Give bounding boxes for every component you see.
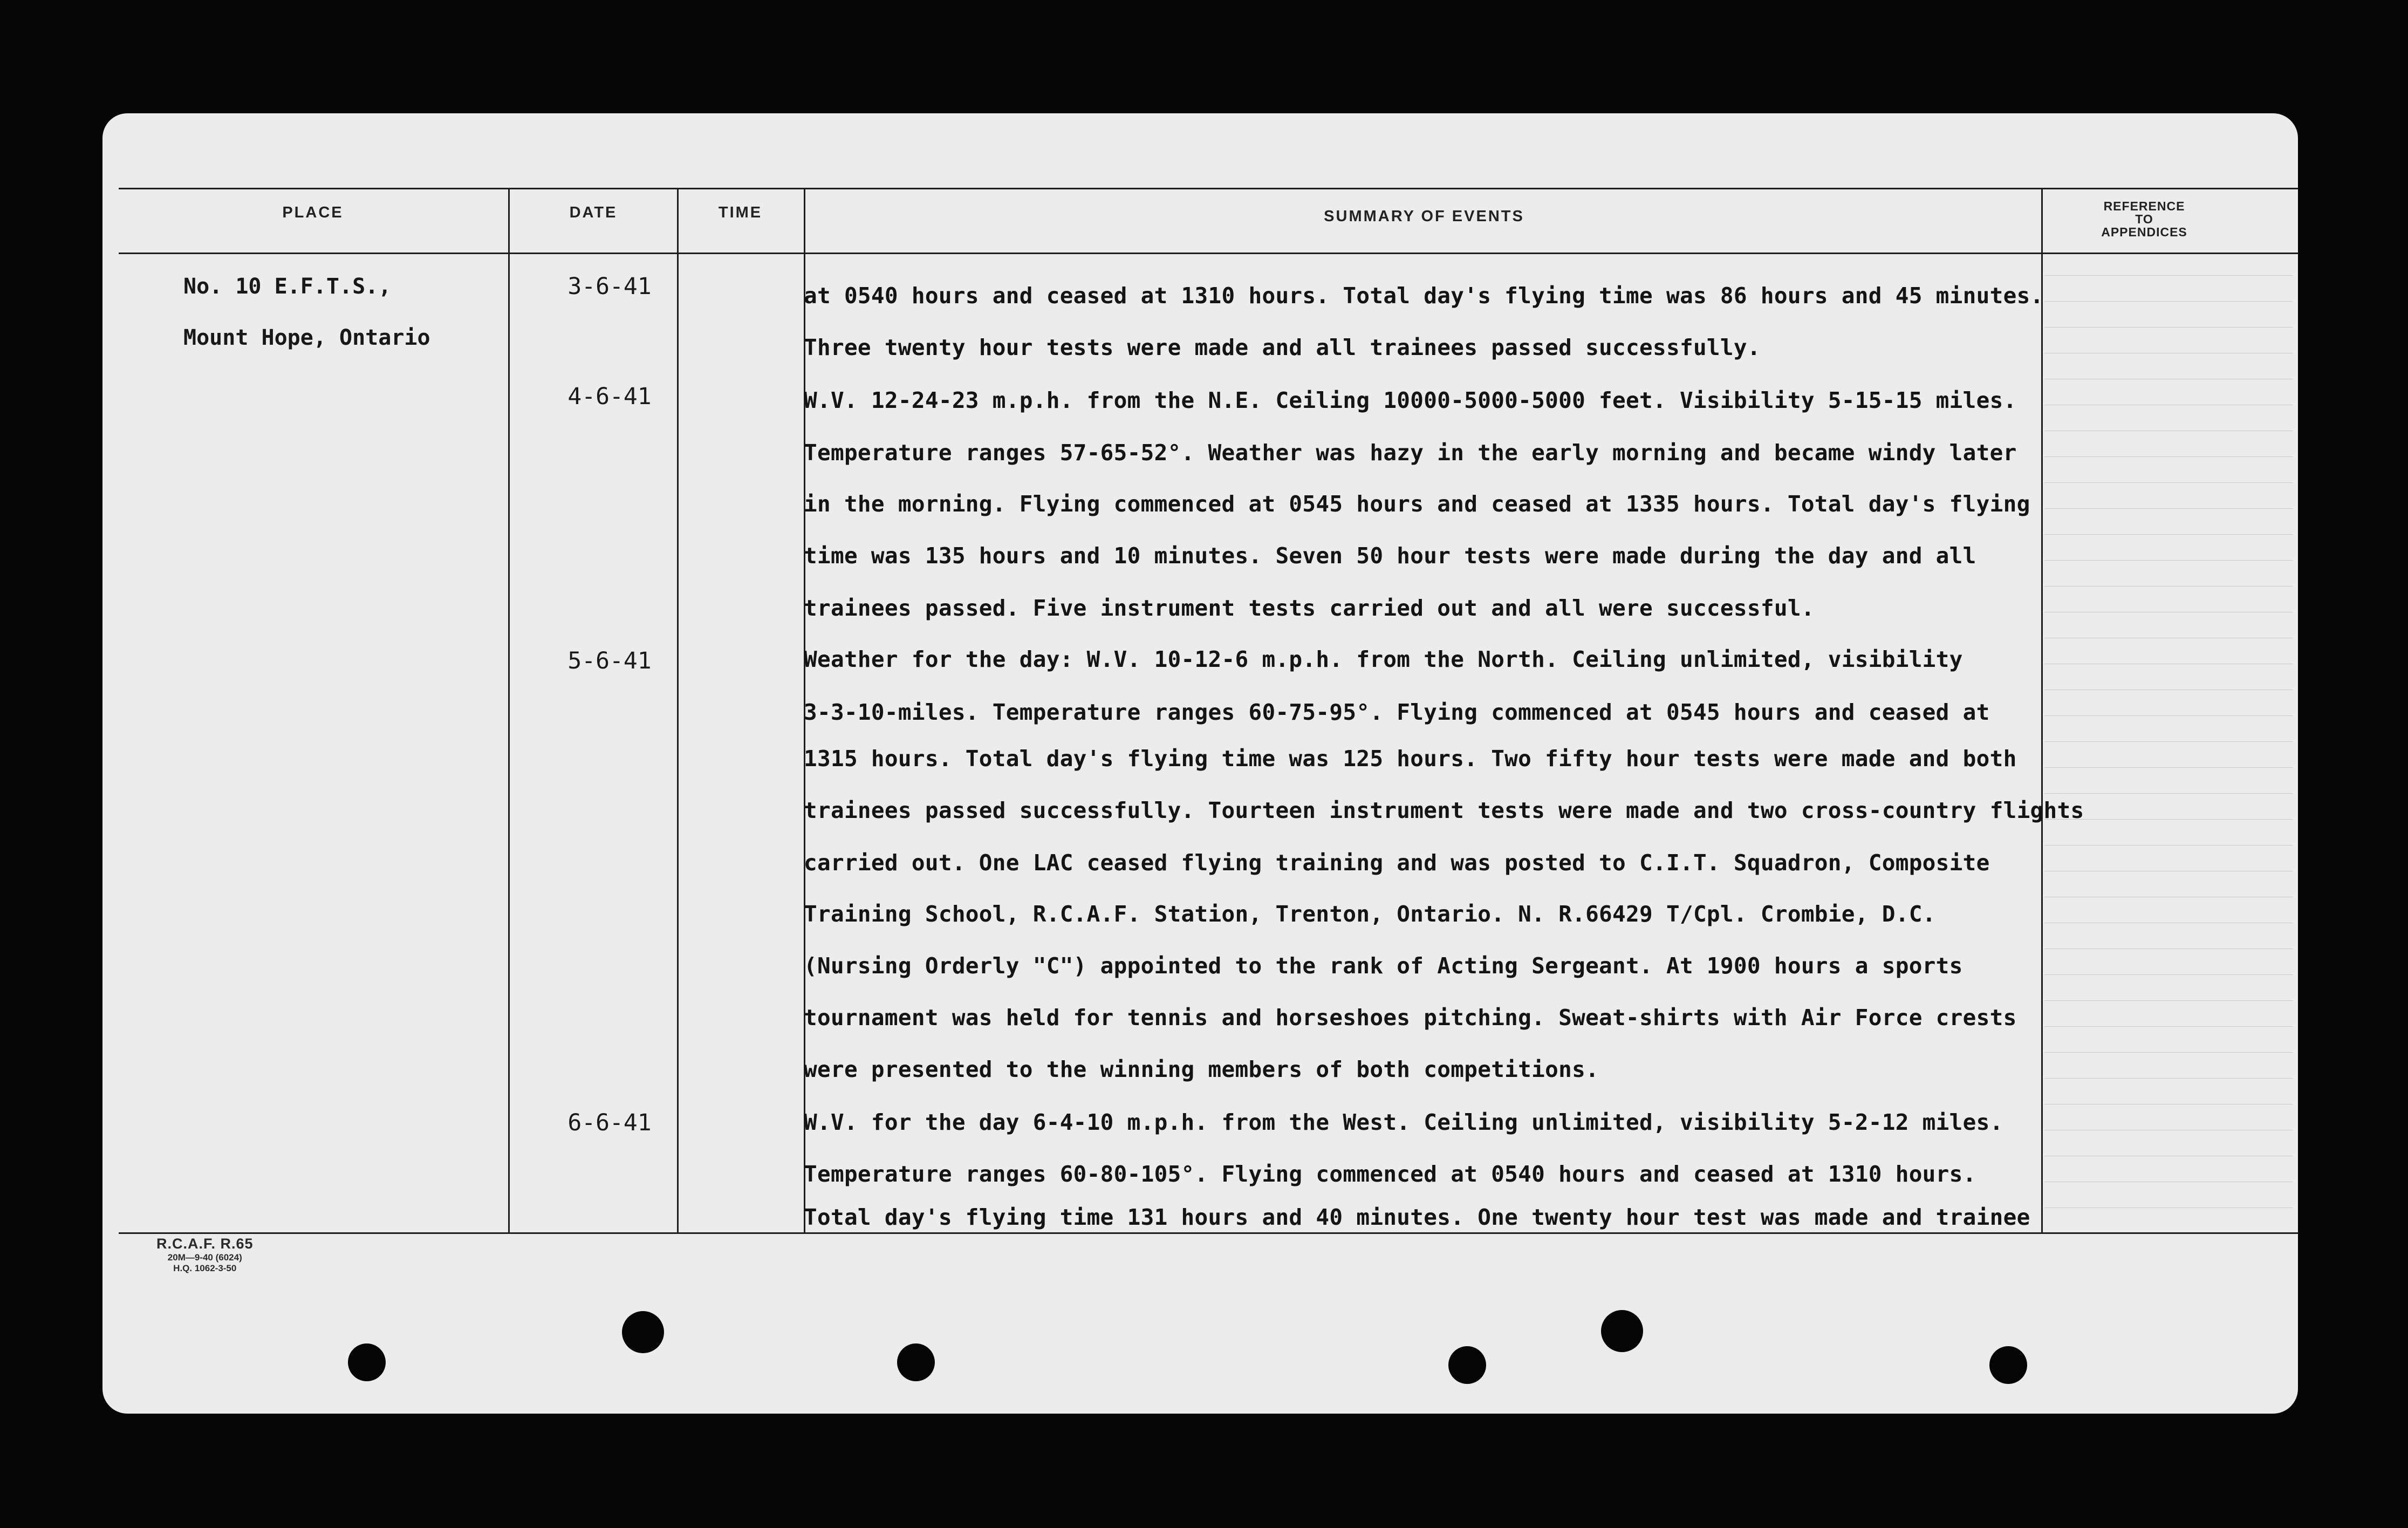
punch-hole: [1448, 1346, 1486, 1384]
punch-hole: [348, 1343, 386, 1381]
ruled-line: [2044, 482, 2293, 483]
summary-line: W.V. 12-24-23 m.p.h. from the N.E. Ceiling 10000-5000-5000 feet. Visibility 5-15-15 miles.: [804, 387, 2017, 413]
header-reference-line-3: APPENDICES: [2101, 225, 2187, 239]
punch-hole: [1601, 1310, 1643, 1352]
summary-line: W.V. for the day 6-4-10 m.p.h. from the West. Ceiling unlimited, visibility 5-2-12 miles.: [804, 1109, 2003, 1135]
ruled-line: [2044, 301, 2293, 302]
date-entry: 4-6-41: [567, 383, 652, 410]
column-divider-place: [508, 188, 510, 1232]
summary-line: tournament was held for tennis and horseshoes pitching. Sweat-shirts with Air Force crests: [804, 1005, 2017, 1031]
form-number: [156, 1236, 254, 1274]
summary-line: (Nursing Orderly "C") appointed to the rank of Acting Sergeant. At 1900 hours a sports: [804, 953, 1963, 979]
header-place: PLACE: [282, 204, 344, 221]
ruled-line: [2044, 793, 2293, 794]
header-reference-line-1: REFERENCE: [2103, 199, 2185, 213]
form-number-line-1: R.C.A.F. R.65: [156, 1236, 254, 1252]
ruled-line: [2044, 534, 2293, 535]
ruled-line: [2044, 1052, 2293, 1053]
ruled-line: [2044, 1078, 2293, 1079]
ruled-line: [2044, 275, 2293, 276]
ruled-line: [2044, 974, 2293, 975]
punch-hole: [1989, 1346, 2027, 1384]
summary-line: Total day's flying time 131 hours and 40 minutes. One twenty hour test was made and trainee: [804, 1204, 2030, 1230]
date-entry: 6-6-41: [567, 1109, 652, 1136]
summary-line: Three twenty hour tests were made and all trainees passed successfully.: [804, 335, 1761, 360]
bottom-rule: [119, 1232, 2298, 1234]
header-rule: [119, 253, 2298, 254]
summary-line: Temperature ranges 60-80-105°. Flying commenced at 0540 hours and ceased at 1310 hours.: [804, 1161, 1976, 1187]
header-summary: SUMMARY OF EVENTS: [1324, 208, 1524, 225]
summary-line: Temperature ranges 57-65-52°. Weather was hazy in the early morning and became windy later: [804, 440, 2017, 466]
summary-line: trainees passed. Five instrument tests carried out and all were successful.: [804, 595, 1815, 621]
place-unit: No. 10 E.F.T.S.,: [183, 274, 392, 299]
summary-line: were presented to the winning members of both competitions.: [804, 1056, 1599, 1082]
summary-line: Training School, R.C.A.F. Station, Trenton, Ontario. N. R.66429 T/Cpl. Crombie, D.C.: [804, 901, 1936, 927]
ruled-line: [2044, 1026, 2293, 1027]
summary-line: carried out. One LAC ceased flying training and was posted to C.I.T. Squadron, Composite: [804, 850, 1990, 876]
summary-line: Weather for the day: W.V. 10-12-6 m.p.h. from the North. Ceiling unlimited, visibility: [804, 646, 1963, 672]
summary-line: at 0540 hours and ceased at 1310 hours. Total day's flying time was 86 hours and 45 minutes.: [804, 283, 2044, 309]
form-number-line-2: 20M—9-40 (6024): [167, 1252, 242, 1263]
header-reference-line-2: TO: [2135, 212, 2153, 226]
column-divider-summary: [2041, 188, 2043, 1232]
summary-line: trainees passed successfully. Tourteen instrument tests were made and two cross-country flights: [804, 797, 2084, 823]
date-entry: 3-6-41: [567, 273, 652, 300]
place-location: Mount Hope, Ontario: [183, 325, 430, 350]
summary-line: 1315 hours. Total day's flying time was 125 hours. Two fifty hour tests were made and both: [804, 746, 2017, 772]
date-entry: 5-6-41: [567, 647, 652, 674]
header-date: DATE: [569, 204, 618, 221]
diary-form-card: [102, 113, 2298, 1414]
summary-line: time was 135 hours and 10 minutes. Seven 50 hour tests were made during the day and all: [804, 543, 1976, 569]
summary-line: in the morning. Flying commenced at 0545 hours and ceased at 1335 hours. Total day's flying: [804, 491, 2030, 517]
punch-hole: [622, 1311, 664, 1353]
ruled-line: [2044, 560, 2293, 561]
ruled-line: [2044, 741, 2293, 742]
header-reference: [2055, 200, 2233, 238]
summary-line: 3-3-10-miles. Temperature ranges 60-75-95°. Flying commenced at 0545 hours and ceased at: [804, 699, 1990, 725]
header-time: TIME: [718, 204, 763, 221]
ruled-line: [2044, 456, 2293, 457]
ruled-line: [2044, 767, 2293, 768]
ruled-line: [2044, 715, 2293, 716]
ruled-line: [2044, 508, 2293, 509]
ruled-line: [2044, 1000, 2293, 1001]
punch-hole: [897, 1343, 935, 1381]
column-divider-date: [677, 188, 679, 1232]
top-rule: [119, 188, 2298, 189]
ruled-line: [2044, 327, 2293, 328]
form-number-line-3: H.Q. 1062-3-50: [173, 1263, 237, 1273]
